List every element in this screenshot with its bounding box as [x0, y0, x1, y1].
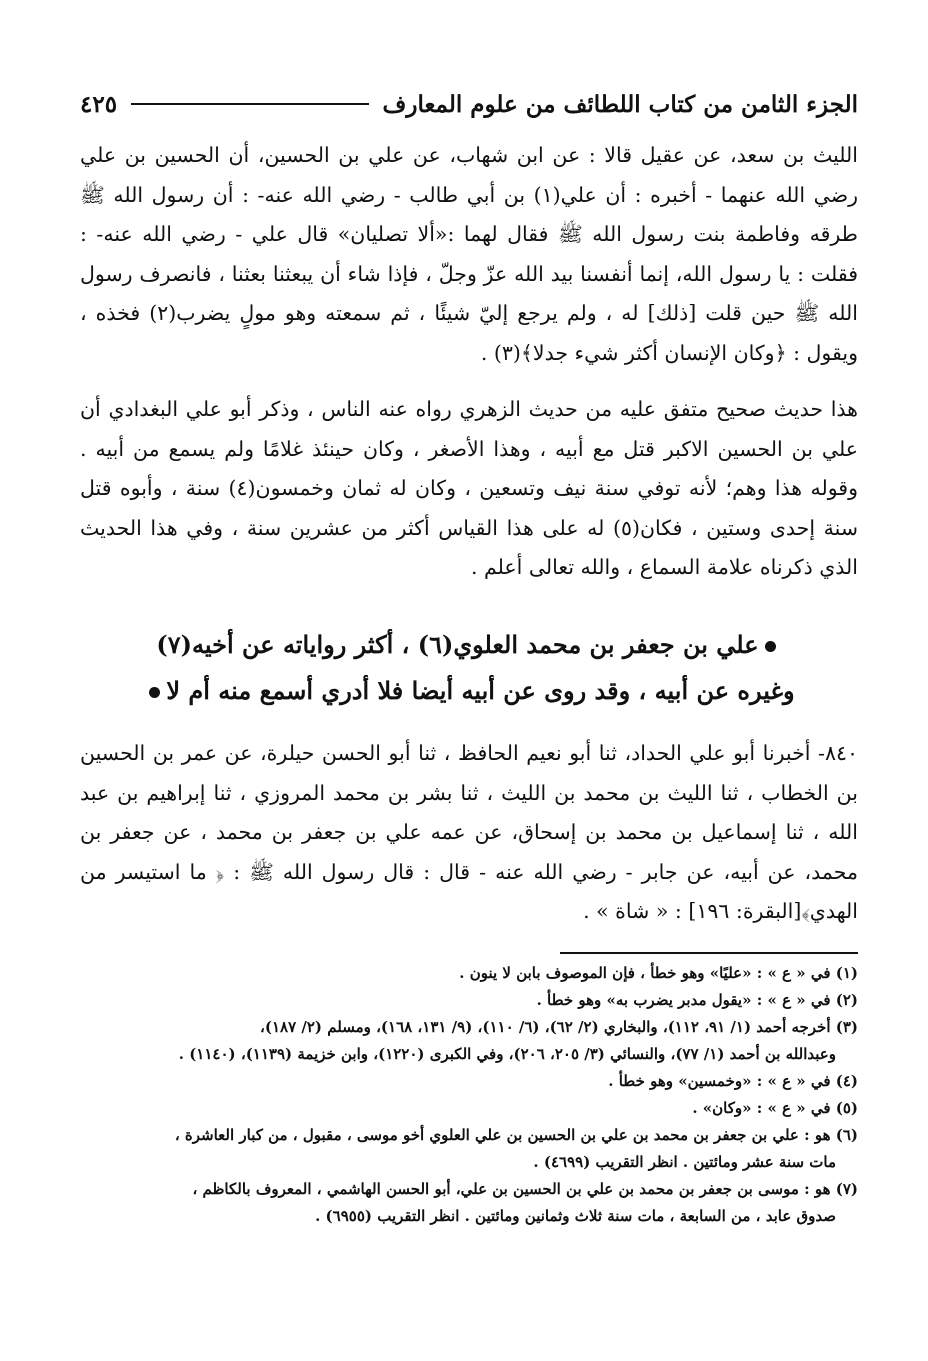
paragraph-2: هذا حديث صحيح متفق عليه من حديث الزهري رواه عنه الناس ، وذكر أبو علي البغدادي أن علي بن الحسين الاكبر قتل مع أبيه ، وهذا الأصغر ، وكان حينئذ غلامًا ولم يسمع من أبيه . وقوله هذا وهم؛ لأنه توفي سنة نيف وتسعين ، وكان له ثمان وخمسون(٤) سنة ، وأبوه قتل سنة إحدى وستين ، فكان(٥) له على هذا القياس أكثر من عشرين سنة ، وفي هذا الحديث الذي ذكرناه علامة السماع ، والله تعالى أعلم . [80, 397, 858, 579]
paragraph-3: ٨٤٠- أخبرنا أبو علي الحداد، ثنا أبو نعيم الحافظ ، ثنا أبو الحسن حيلرة، عن عمر بن الحسين بن الخطاب ، ثنا الليث بن محمد بن الليث ، ثنا بشر بن محمد المروزي ، ثنا إبراهيم بن عبد الله ، ثنا إسماعيل بن محمد بن إسحاق، عن عمه علي بن جعفر بن محمد ، عن جعفر بن محمد، عن أبيه، عن جابر - رضي الله عنه - قال : قال رسول الله ﷺ : ﴿ ما استيسر من الهدي﴾[البقرة: ١٩٦] : « شاة » . [80, 741, 858, 923]
footnote-4: (٤) في « ع » : «وخمسين» وهو خطأ . [608, 1072, 858, 1090]
footnote-6: (٦) هو : علي بن جعفر بن محمد بن علي بن الحسين بن علي العلوي أخو موسى ، مقبول ، من كبار العاشرة ، مات سنة عشر ومائتين . انظر التقريب (٤٦٩٩) . [174, 1126, 858, 1171]
running-header [80, 84, 858, 124]
footnote-1: (١) في « ع » : «عليًا» وهو خطأ ، فإن الموصوف بابن لا ينون . [459, 964, 858, 982]
footnotes [80, 960, 858, 1230]
footnote-3: (٣) أخرجه أحمد (١/ ٩١، ١١٢)، والبخاري (٢/ ٦٢)، (٦/ ١١٠)، (٩/ ١٣١، ١٦٨)، ومسلم (٢/ ١٨٧)، وعبدالله بن أحمد (١/ ٧٧)، والنسائي (٣/ ٢٠٥، ٢٠٦)، وفي الكبرى (١٢٢٠)، وابن خزيمة (١١٣٩)، (١١٤٠) . [178, 1018, 858, 1063]
paragraph-commentary [80, 390, 858, 588]
footnote-5: (٥) في « ع » : «وكان» . [692, 1099, 858, 1117]
bullet-icon [765, 641, 776, 652]
header-title: الجزء الثامن من كتاب اللطائف من علوم المعارف [382, 90, 858, 118]
header-rule [131, 103, 368, 105]
paragraph-hadith-text [80, 136, 858, 373]
chapter-heading-line-1: علي بن جعفر بن محمد العلوي(٦) ، أكثر رواياته عن أخيه(٧) [80, 622, 858, 668]
paragraph-1: الليث بن سعد، عن عقيل قالا : عن ابن شهاب، عن علي بن الحسين، أن الحسين بن علي رضي الله عنهما - أخبره : أن علي(١) بن أبي طالب - رضي الله عنه- : أن رسول الله ﷺ طرقه وفاطمة بنت رسول الله ﷺ فقال لهما :«ألا تصليان» قال علي - رضي الله عنه- : فقلت : يا رسول الله، إنما أنفسنا بيد الله عزّ وجلّ ، فإذا شاء أن يبعثنا بعثنا ، فانصرف رسول الله ﷺ حين قلت [ذلك] له ، ولم يرجع إليّ شيئًا ، ثم سمعته وهو مولٍ يضرب(٢) فخذه ، ويقول : ﴿وكان الإنسان أكثر شيء جدلا﴾(٣) . [80, 143, 859, 365]
chapter-heading-line-2: وغيره عن أبيه ، وقد روى عن أبيه أيضا فلا أدري أسمع منه أم لا [80, 668, 858, 714]
footnote-separator [560, 952, 858, 954]
page-number: ٤٢٥ [80, 90, 118, 118]
chapter-heading [80, 622, 858, 714]
paragraph-hadith-840 [80, 734, 858, 932]
footnote-7: (٧) هو : موسى بن جعفر بن محمد بن علي بن الحسين بن علي، أبو الحسن الهاشمي ، المعروف بالكاظم ، صدوق عابد ، من السابعة ، مات سنة ثلاث وثمانين ومائتين . انظر التقريب (٦٩٥٥) . [192, 1180, 858, 1225]
footnote-2: (٢) في « ع » : «يقول مدبر يضرب به» وهو خطأ . [536, 991, 858, 1009]
bullet-icon [149, 687, 160, 698]
